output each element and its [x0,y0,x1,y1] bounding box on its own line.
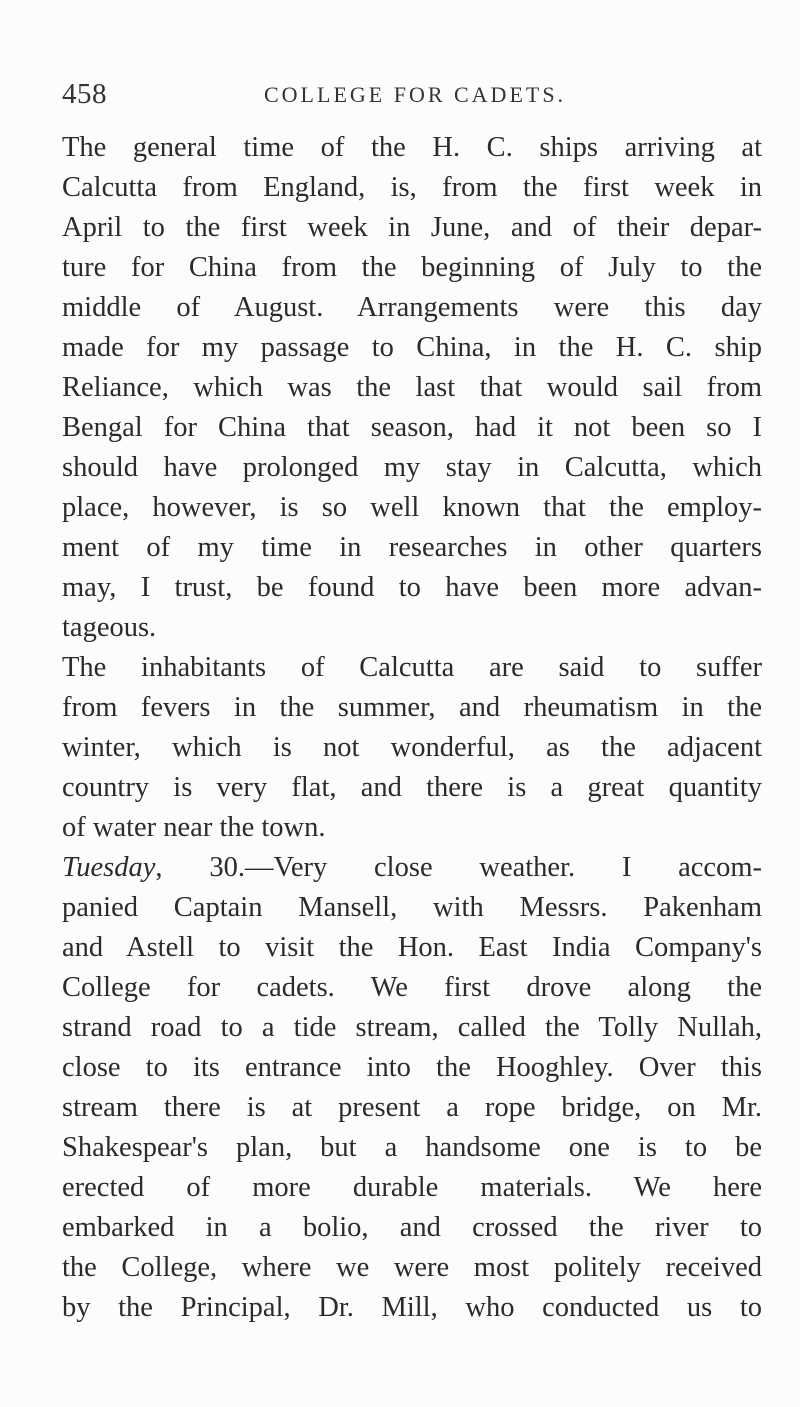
text-line: winter, which is not wonderful, as the adjacent [62,732,762,763]
date-line-rest: , 30.—Very close weather. I accom- [155,852,762,883]
date-italic: Tuesday [62,852,156,883]
paragraph-2 [62,648,762,848]
text-line: The inhabitants of Calcutta are said to suffer [62,652,762,683]
text-line: ment of my time in researches in other quarters [62,532,762,563]
paragraph-1 [62,128,762,648]
page-number: 458 [62,78,107,110]
text-line: The general time of the H. C. ships arriving at [62,132,762,163]
text-line: may, I trust, be found to have been more advan- [62,572,762,603]
text-line: close to its entrance into the Hooghley. Over this [62,1052,762,1083]
text-line: Reliance, which was the last that would sail from [62,372,762,403]
text-line: panied Captain Mansell, with Messrs. Pakenham [62,892,762,923]
text-line: and Astell to visit the Hon. East India Company's [62,932,762,963]
text-line: stream there is at present a rope bridge, on Mr. [62,1092,762,1123]
text-line: of water near the town. [62,812,326,843]
text-line: by the Principal, Dr. Mill, who conducted us to [62,1292,762,1323]
text-line: middle of August. Arrangements were this day [62,292,762,323]
text-line: April to the first week in June, and of their depar- [62,212,762,243]
text-line: country is very flat, and there is a great quantity [62,772,762,803]
text-line: place, however, is so well known that the employ- [62,492,762,523]
text-line [62,848,762,888]
body-text [62,128,762,1328]
text-line: Shakespear's plan, but a handsome one is to be [62,1132,762,1163]
text-line: College for cadets. We first drove along the [62,972,762,1003]
paragraph-3 [62,848,762,1328]
running-title: COLLEGE FOR CADETS. [264,82,567,107]
text-line: should have prolonged my stay in Calcutta, which [62,452,762,483]
text-line: tageous. [62,612,157,643]
text-line: embarked in a bolio, and crossed the river to [62,1212,762,1243]
text-line: Calcutta from England, is, from the first week in [62,172,762,203]
text-line: ture for China from the beginning of July to the [62,252,762,283]
text-line: from fevers in the summer, and rheumatism in the [62,692,762,723]
text-line: the College, where we were most politely received [62,1252,762,1283]
running-head [62,78,752,118]
text-line: Bengal for China that season, had it not been so I [62,412,762,443]
text-line: strand road to a tide stream, called the Tolly Nullah, [62,1012,762,1043]
text-line: erected of more durable materials. We here [62,1172,762,1203]
text-line: made for my passage to China, in the H. C. ship [62,332,762,363]
